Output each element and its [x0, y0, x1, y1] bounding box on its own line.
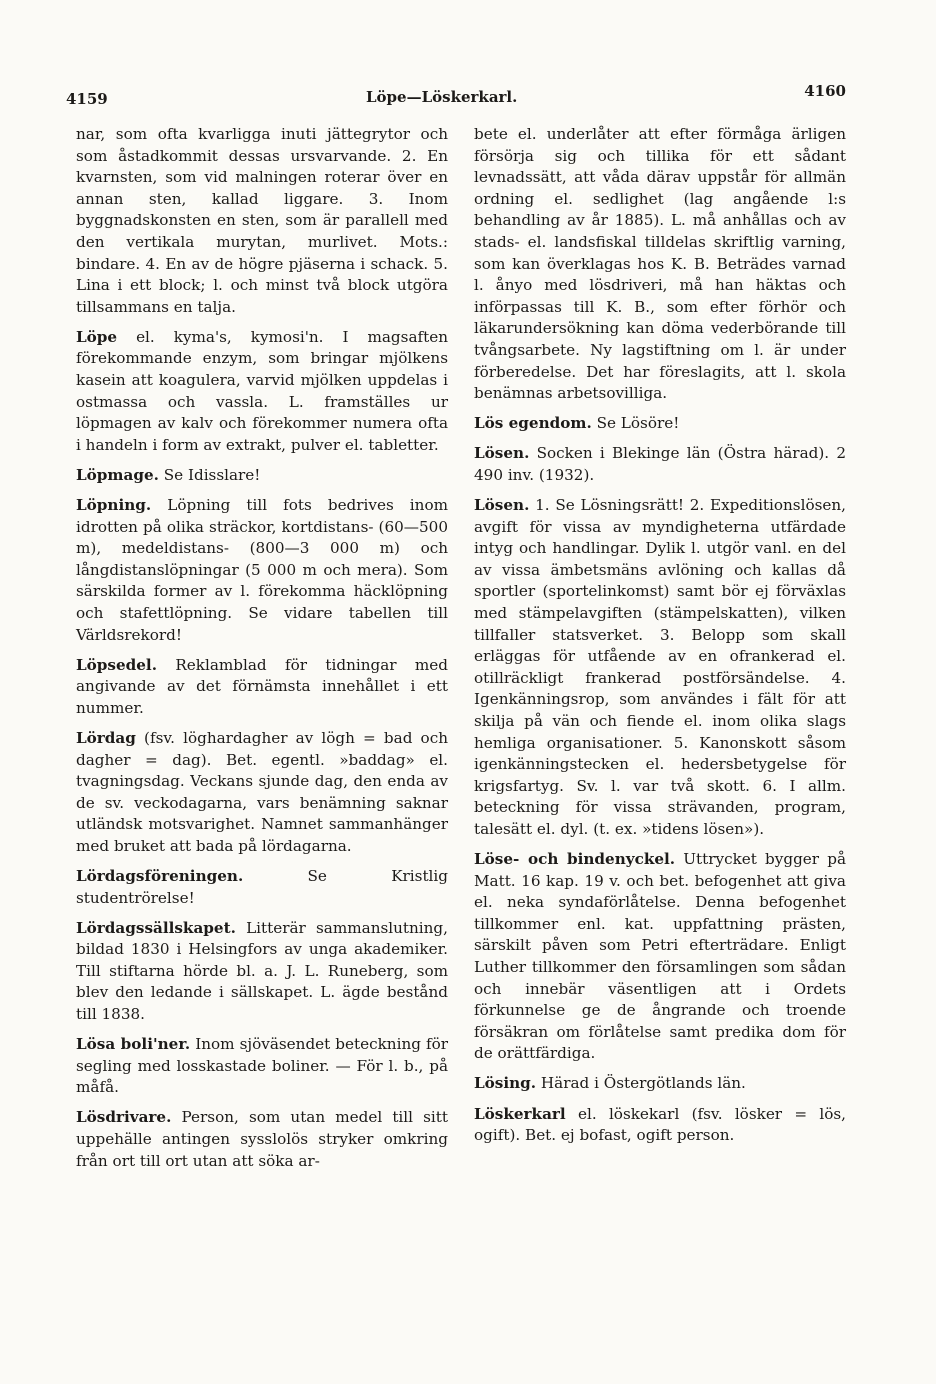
entry: Lösen. 1. Se Lösningsrätt! 2. Expeditionslösen, avgift för vissa av myndigheterna utfärdade intyg och handlingar. Dylik l. utgör vanl. en del av vissa ämbetsmäns avlöning och kallas då sportler (sportelinkomst) samt bör ej förväxlas med stämpelavgiften (stämpelskatten), vilken tillfaller statsverket. 3. Belopp som skall erläggas för utfående av en ofrankerad el. otillräckligt frankerad postförsändelse. 4. Igenkänningsrop, som användes i fält för att skilja på vän och fiende el. inom olika slags hemliga organisationer. 5. Kanonskott såsom igenkänningstecken el. hedersbetygelse för krigsfartyg. Sv. l. var två skott. 6. I allm. beteckning för vissa strävanden, program, talesätt el. dyl. (t. ex. »tidens lösen»). — [474, 496, 846, 838]
headword: Lös egendom. — [474, 414, 592, 433]
headword: Löpmage. — [76, 465, 159, 484]
headword: Lösdrivare. — [76, 1108, 172, 1127]
page-number-right: 4160 — [804, 82, 846, 100]
entry: Löpmage. Se Idisslare! — [76, 465, 261, 484]
page-number-left: 4159 — [66, 90, 108, 108]
headword: Lördagssällskapet. — [76, 918, 236, 937]
entry: Löpsedel. Reklamblad för tidningar med angivande av det förnämsta innehållet i ett nummer. — [76, 655, 448, 717]
entry: Lösing. Härad i Östergötlands län. — [474, 1074, 746, 1093]
running-title: Löpe—Löskerkarl. — [366, 88, 518, 106]
entry: Lösen. Socken i Blekinge län (Östra härad). 2 490 inv. (1932). — [474, 444, 846, 484]
right-column — [474, 124, 846, 1155]
entry-continuation: nar, som ofta kvarligga inuti jättegrytor och som åstadkommit dessas ursvarvande. 2. En kvarnsten, som vid malningen roterar över en annan sten, kallad liggare. 3. Inom byggnadskonsten en sten, som är parallell med den vertikala murytan, murlivet. Mots.: bindare. 4. En av de högre pjäserna i schack. 5. Lina i ett block; l. och minst två block utgöra tillsammans en talja. — [76, 125, 448, 316]
entry: Lördag (fsv. löghardagher av lögh = bad och dagher = dag). Bet. egentl. »baddag» el. tvagningsdag. Veckans sjunde dag, den enda av de sv. veckodagarna, vars benämning saknar utländsk motsvarighet. Namnet sammanhänger med bruket att bada på lördagarna. — [76, 728, 448, 855]
entry: Lördagssällskapet. Litterär sammanslutning, bildad 1830 i Helsingfors av unga akademiker. Till stiftarna hörde bl. a. J. L. Runeberg, som blev den ledande i sällskapet. L. ägde bestånd till 1838. — [76, 918, 448, 1024]
entry: Löpning. Löpning till fots bedrives inom idrotten på olika sträckor, kortdistans- (60—500 m), medeldistans- (800—3 000 m) och långdistanslöpningar (5 000 m och mera). Som särskilda former av l. förekomma häcklöpning och stafettlöpning. Se vidare tabellen till Världsrekord! — [76, 496, 448, 644]
headword: Lösen. — [474, 496, 530, 514]
headword: Lördagsföreningen. — [76, 867, 244, 885]
left-column — [76, 124, 448, 1181]
entry: Lös egendom. Se Lösöre! — [474, 414, 680, 433]
headword: Lösen. — [474, 444, 530, 463]
entry: Löse- och bindenyckel. Uttrycket bygger på Matt. 16 kap. 19 v. och bet. befogenhet att giva el. neka syndaförlåtelse. Denna befogenhet tillkommer enl. kat. uppfattning prästen, särskilt påven som Petri efterträdare. Enligt Luther tillkommer den församlingen som sådan och innebär väsentligen att i Ordets förkunnelse ge de ångrande och troende försäkran om förlåtelse samt predika dom för de orättfärdiga. — [474, 850, 846, 1063]
entry: Lösdrivare. Person, som utan medel till sitt uppehälle antingen sysslolös stryker omkring från ort till ort utan att söka ar- — [76, 1108, 448, 1170]
headword: Löpsedel. — [76, 655, 157, 674]
headword: Löse- och bindenyckel. — [474, 850, 676, 868]
entry-continuation: bete el. underlåter att efter förmåga ärligen försörja sig och tillika för ett sådant levnadssätt, att våda därav uppstår för allmän ordning el. sedlighet (lag angående l:s behandling av år 1885). L. må anhållas och av stads- el. landsfiskal tilldelas skriftlig varning, som kan överklagas hos K. B. Beträdes varnad l. ånyo med lösdriveri, må han häktas och införpassas till K. B., som efter förhör och läkarundersökning kan döma vederbörande till tvångsarbete. Ny lagstiftning om l. är under förberedelse. Det har föreslagits, att l. skola benämnas arbetsovilliga. — [474, 125, 846, 403]
page-header — [66, 82, 846, 114]
entry: Löpe el. kyma's, kymosi'n. I magsaften förekommande enzym, som bringar mjölkens kasein att koagulera, varvid mjölken uppdelas i ostmassa och vassla. L. framställes ur löpmagen av kalv och förekommer numera ofta i handeln i form av extrakt, pulver el. tabletter. — [76, 327, 448, 454]
headword: Löpe — [76, 327, 118, 346]
headword: Lösa boli'ner. — [76, 1035, 191, 1054]
headword: Lösing. — [474, 1074, 537, 1093]
entry: Lördagsföreningen. Se Kristlig studentrörelse! — [76, 867, 448, 907]
entry: Löskerkarl el. löskekarl (fsv. lösker = lös, ogift). Bet. ej bofast, ogift person. — [474, 1104, 846, 1145]
headword: Lördag — [76, 728, 136, 747]
headword: Löskerkarl — [474, 1104, 566, 1123]
entry: Lösa boli'ner. Inom sjöväsendet beteckning för segling med losskastade boliner. — För l. b., på måfå. — [76, 1035, 448, 1097]
headword: Löpning. — [76, 496, 152, 514]
